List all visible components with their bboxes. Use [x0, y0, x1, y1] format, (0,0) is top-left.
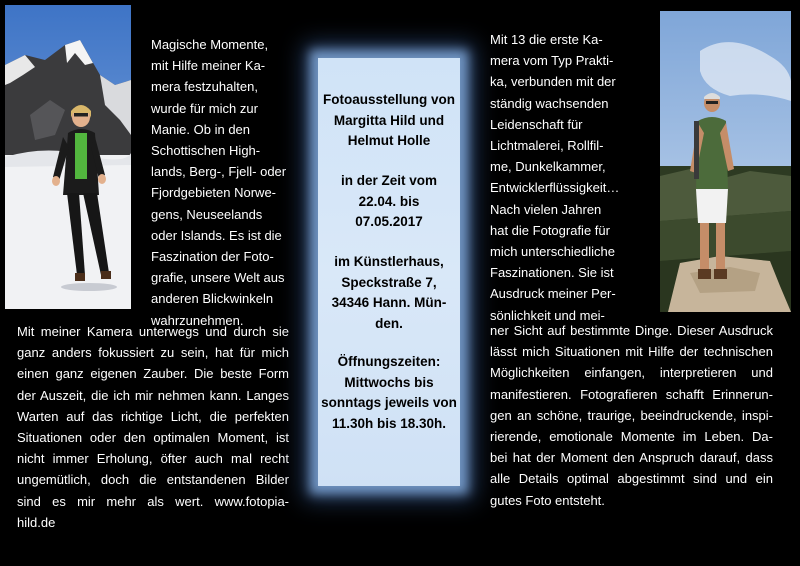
text-line: sönlichkeit und mei-: [490, 307, 605, 323]
text-line: Entwicklerflüssigkeit…: [490, 180, 620, 196]
hours-line: sonntags jeweils von: [321, 395, 457, 410]
exhibition-dates: [318, 171, 460, 233]
text-line: Schottischen High-: [151, 143, 261, 159]
right-side-text: [490, 29, 619, 326]
exhibition-venue: [318, 252, 460, 334]
text-line: alle Details optimal abgestimmt sind und ein: [490, 471, 773, 487]
text-line: Mit 13 die erste Ka-: [490, 32, 603, 47]
text-line: Leidenschaft für: [490, 116, 583, 132]
text-line: Faszinationen. Sie ist: [490, 265, 614, 281]
text-line: hild.de: [17, 514, 56, 530]
text-line: hat die Fotografie für: [490, 222, 610, 238]
text-line: Lichtmalerei, Rollfil-: [490, 138, 604, 154]
title-line: Margitta Hild und: [333, 112, 445, 128]
date-line: in der Zeit vom: [340, 173, 438, 188]
text-line: wahrzunehmen.: [151, 312, 244, 328]
text-line: Situationen oder den optimalen Moment, ist: [17, 430, 289, 446]
text-line: me, Dunkelkammer,: [490, 159, 606, 175]
opening-hours: [318, 352, 460, 434]
title-line: Fotoausstellung von: [322, 92, 455, 107]
text-line: Fjordgebieten Norwe-: [151, 185, 277, 201]
text-line: anderen Blickwinkeln: [151, 291, 274, 307]
text-line: grafie, unsere Welt aus: [151, 270, 285, 286]
text-line: oder Islands. Es ist die: [151, 227, 282, 243]
text-line: einen ganz eigenen Zauber. Die beste Form: [17, 366, 289, 382]
date-line: 07.05.2017: [355, 214, 423, 229]
hours-line: 11.30h bis 18.30h.: [331, 415, 447, 431]
text-line: mit Hilfe meiner Ka-: [151, 58, 266, 74]
right-body-text: [490, 320, 773, 511]
text-line: mera festzuhalten,: [151, 79, 258, 95]
venue-line: 34346 Hann. Mün-: [331, 295, 447, 310]
text-line: ungemütlich, doch die entstandenen Bilder: [17, 472, 289, 488]
text-line: gutes Foto entsteht.: [490, 492, 605, 508]
text-line: lands, Berg-, Fjell- oder: [151, 164, 287, 180]
left-side-text: [151, 34, 286, 331]
text-line: Faszination der Foto-: [151, 249, 274, 265]
venue-line: im Künstlerhaus,: [334, 254, 444, 269]
text-line: Nach vielen Jahren: [490, 201, 602, 217]
text-line: ner Sicht auf bestimmte Dinge. Dieser Ausdruck: [490, 323, 773, 338]
text-line: ka, verbunden mit der: [490, 74, 616, 90]
text-line: nicht immer Erholung, öfter auch mal recht: [17, 451, 289, 467]
text-line: gen an schöne, traurige, beeindruckende, inspi-: [490, 407, 773, 423]
text-line: Warten auf das richtige Licht, die perfekten: [17, 408, 289, 424]
exhibition-info-panel: [318, 58, 460, 486]
text-line: Mit meiner Kamera unterwegs und durch sie: [17, 324, 289, 339]
text-line: manifestieren. Fotografieren schafft Erinnerun-: [490, 386, 773, 402]
exhibition-title: [318, 90, 460, 152]
text-line: bei hat der Moment den Anspruch darauf, dass: [490, 450, 773, 466]
text-line: rierende, emotionale Momente im Leben. Da-: [490, 429, 773, 445]
date-line: 22.04. bis: [358, 193, 420, 209]
left-body-text: [17, 321, 289, 533]
text-line: mich unterschiedliche: [490, 244, 616, 260]
title-line: Helmut Holle: [347, 133, 431, 148]
text-line: ganz anders fokussiert zu sein, hat für mich: [17, 345, 289, 361]
hours-line: Mittwochs bis: [344, 374, 434, 390]
photo-man-canyon: [660, 11, 791, 312]
text-line: lässt mich Situationen mit Hilfe der technischen: [490, 344, 773, 360]
venue-line: Speckstraße 7,: [341, 274, 437, 290]
text-line: gens, Neuseelands: [151, 206, 263, 222]
text-line: mera vom Typ Prakti-: [490, 53, 614, 69]
venue-line: den.: [375, 315, 403, 331]
text-line: Möglichkeiten einfangen, interpretieren und: [490, 365, 773, 381]
text-line: Ausdruck meiner Per-: [490, 286, 616, 302]
text-line: wurde für mich zur: [151, 100, 258, 116]
photo-woman-snow: [5, 5, 131, 309]
hours-line: Öffnungszeiten:: [337, 354, 441, 369]
text-line: sind es mir mehr als wert. www.fotopia-: [17, 493, 289, 509]
text-line: Magische Momente,: [151, 37, 269, 52]
text-line: Manie. Ob in den: [151, 121, 251, 137]
text-line: der Auszeit, die ich mir nehmen kann. Langes: [17, 387, 289, 403]
text-line: ständig wachsenden: [490, 95, 609, 111]
